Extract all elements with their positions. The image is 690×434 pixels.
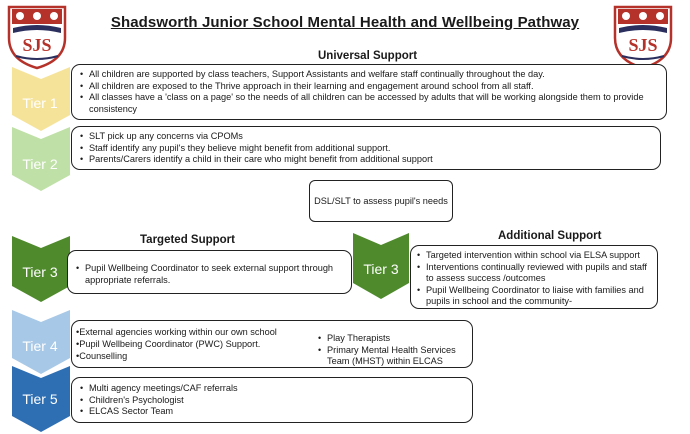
tier3-additional-item: • Targeted intervention within school via ELSA support [417, 250, 651, 262]
tier4-item: • Primary Mental Health Services Team (MHST) within ELCAS [318, 345, 468, 368]
universal-support-heading: Universal Support [318, 50, 418, 62]
tier1-label: Tier 1 [22, 95, 58, 111]
tier2-item: • Parents/Carers identify a child in their care who might benefit from additional support [80, 154, 652, 166]
tier4-box [71, 320, 473, 368]
tier2-item: • Staff identify any pupil's they believe might benefit from additional support. [80, 143, 652, 155]
tier1-box [71, 64, 667, 120]
tier3-additional-item: • Pupil Wellbeing Coordinator to liaise with families and pupils in school and the community- [417, 285, 651, 308]
tier2-box [71, 126, 661, 170]
school-crest-left [6, 4, 68, 75]
tier4-label: Tier 4 [22, 338, 58, 354]
tier5-item: • Multi agency meetings/CAF referrals [80, 383, 464, 395]
tier1-item: • All classes have a 'class on a page' so the needs of all children can be accessed by adults that will be working alongside them to provide consistency [80, 92, 658, 115]
dsl-assessment-text: DSL/SLT to assess pupil's needs [314, 196, 448, 206]
tier3-targeted-item: • Pupil Wellbeing Coordinator to seek external support through appropriate referrals. [76, 263, 343, 286]
tier4-item: • Play Therapists [318, 333, 468, 345]
tier3-additional-box [410, 245, 658, 309]
tier3-targeted-label: Tier 3 [22, 264, 58, 280]
tier4-item: •External agencies working within our own school [76, 327, 277, 337]
tier3-targeted-box [67, 250, 352, 294]
svg-text:SJS: SJS [22, 35, 52, 55]
page-title: Shadsworth Junior School Mental Health and Wellbeing Pathway [110, 14, 580, 31]
tier2-label: Tier 2 [22, 156, 58, 172]
targeted-support-heading: Targeted Support [140, 234, 235, 246]
tier4-left-list [76, 326, 306, 362]
tier1-item: • All children are exposed to the Thrive approach in their learning and engagement around school from all staff. [80, 81, 658, 93]
additional-support-heading: Additional Support [498, 230, 602, 242]
tier4-item: •Pupil Wellbeing Coordinator (PWC) Support. [76, 339, 261, 349]
dsl-assessment-box [309, 180, 453, 222]
tier3-additional-label: Tier 3 [363, 261, 399, 277]
svg-text:SJS: SJS [628, 35, 658, 55]
tier5-item: • ELCAS Sector Team [80, 406, 464, 418]
tier4-right-list [318, 333, 468, 368]
tier1-item: • All children are supported by class teachers, Support Assistants and welfare staff continually throughout the day. [80, 69, 658, 81]
tier5-item: • Children's Psychologist [80, 395, 464, 407]
tier5-label: Tier 5 [22, 391, 58, 407]
tier3-additional-item: • Interventions continually reviewed with pupils and staff to assess success /outcomes [417, 262, 651, 285]
tier5-box [71, 377, 473, 423]
tier2-item: • SLT pick up any concerns via CPOMs [80, 131, 652, 143]
tier4-item: •Counselling [76, 351, 128, 361]
